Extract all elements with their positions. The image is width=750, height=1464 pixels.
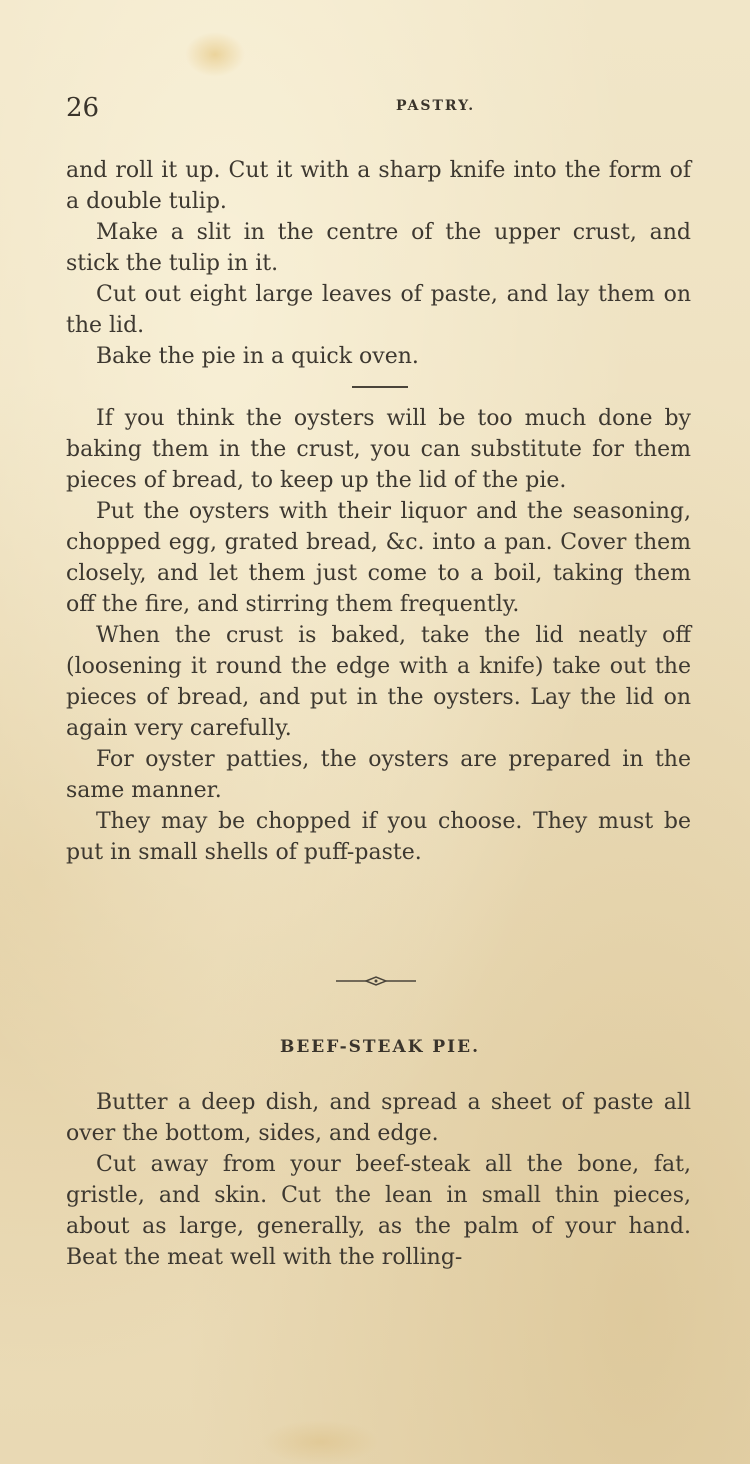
paper-stain xyxy=(185,32,245,77)
paragraph: Bake the pie in a quick oven. xyxy=(96,344,419,369)
paragraph: If you think the oysters will be too much done by baking them in the crust, you can substitute for them pieces of bread, to keep up the lid of the pie. xyxy=(66,406,691,493)
paragraph: Cut away from your beef-steak all the bone, fat, gristle, and skin. Cut the lean in small thin pieces, about as large, generally, as the palm of your hand. Beat the meat well with the rolling- xyxy=(66,1152,691,1270)
page-number: 26 xyxy=(66,93,100,123)
section-heading: BEEF-STEAK PIE. xyxy=(279,1037,481,1057)
paragraph: and roll it up. Cut it with a sharp knife into the form of a double tulip. xyxy=(66,158,691,214)
paragraph: Make a slit in the centre of the upper crust, and stick the tulip in it. xyxy=(66,220,691,276)
ornament-divider-icon xyxy=(336,973,416,989)
text-block-3 xyxy=(66,1087,691,1273)
paragraph: For oyster patties, the oysters are prepared in the same manner. xyxy=(66,747,691,803)
section-rule xyxy=(352,386,408,388)
paragraph: Put the oysters with their liquor and the seasoning, chopped egg, grated bread, &c. into a pan. Cover them closely, and let them just come to a boil, taking them off the fire, and stirring them frequently. xyxy=(66,499,691,617)
paragraph: When the crust is baked, take the lid neatly off (loosening it round the edge with a knife) take out the pieces of bread, and put in the oysters. Lay the lid on again very carefully. xyxy=(66,623,691,741)
running-head xyxy=(66,92,686,124)
text-block-1 xyxy=(66,155,691,372)
text-block-2 xyxy=(66,403,691,868)
paragraph: They may be chopped if you choose. They must be put in small shells of puff-paste. xyxy=(66,809,691,865)
running-title: PASTRY. xyxy=(396,98,476,114)
paragraph: Butter a deep dish, and spread a sheet of paste all over the bottom, sides, and edge. xyxy=(66,1090,691,1146)
paragraph: Cut out eight large leaves of paste, and lay them on the lid. xyxy=(66,282,691,338)
paper-stain-bottom xyxy=(260,1420,380,1464)
